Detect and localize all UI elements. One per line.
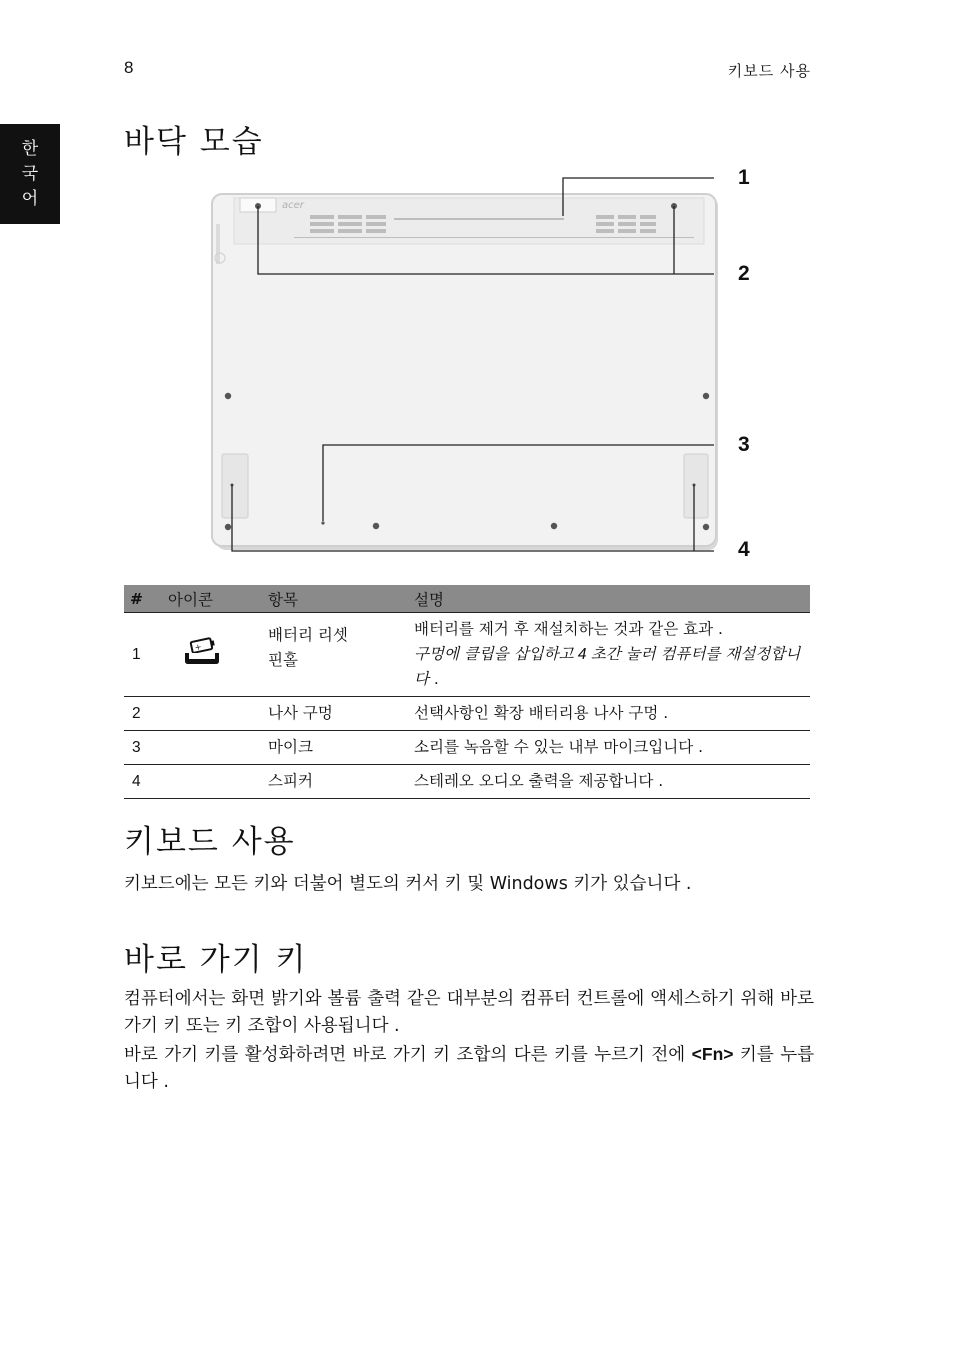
row-number: 4 xyxy=(124,765,162,799)
row-number: 1 xyxy=(124,613,162,697)
page-number: 8 xyxy=(124,58,134,77)
row-item: 스피커 xyxy=(262,765,408,799)
language-tab xyxy=(0,124,60,224)
table-row xyxy=(124,731,810,765)
row-description: 소리를 녹음할 수 있는 내부 마이크입니다 . xyxy=(408,731,810,765)
running-header: 키보드 사용 xyxy=(727,62,811,80)
language-tab-char: 국 xyxy=(21,163,39,184)
shortcut-paragraph-1: 컴퓨터에서는 화면 밝기와 볼륨 출력 같은 대부분의 컴퓨터 컨트롤에 액세스하기 위해 바로 가기 키 또는 키 조합이 사용됩니다 . xyxy=(124,989,814,1036)
column-header-description: 설명 xyxy=(408,585,810,613)
row-item: 마이크 xyxy=(262,731,408,765)
battery-reset-icon xyxy=(182,636,222,666)
shortcut-paragraph-2: 바로 가기 키를 활성화하려면 바로 가기 키 조합의 다른 키를 누르기 전에 <Fn> 키를 누릅니다 . xyxy=(124,1044,815,1092)
callout-2: 2 xyxy=(738,262,750,285)
row-description: 선택사항인 확장 배터리용 나사 구멍 . xyxy=(408,697,810,731)
section-title-shortcut-keys: 바로 가기 키 xyxy=(124,942,308,978)
language-tab-char: 어 xyxy=(21,188,39,209)
row-description: 배터리를 제거 후 재설치하는 것과 같은 효과 . 구멍에 클립을 삽입하고 4 초간 눌러 컴퓨터를 재설정합니다 . xyxy=(408,613,810,697)
column-header-number: # xyxy=(124,585,162,613)
column-header-item: 항목 xyxy=(262,585,408,613)
table-header-row xyxy=(124,585,810,613)
fn-key-label: <Fn> xyxy=(691,1044,734,1064)
section-title-keyboard: 키보드 사용 xyxy=(124,824,296,860)
column-header-icon: 아이콘 xyxy=(162,585,262,613)
laptop-bottom-figure xyxy=(124,160,814,570)
section-title-bottom-view: 바닥 모습 xyxy=(124,124,264,160)
row-description: 스테레오 오디오 출력을 제공합니다 . xyxy=(408,765,810,799)
row-item: 배터리 리셋 핀홀 xyxy=(262,613,408,697)
row-item: 나사 구멍 xyxy=(262,697,408,731)
language-tab-char: 한 xyxy=(21,138,39,159)
laptop-logo-text: acer xyxy=(282,200,304,211)
callout-3: 3 xyxy=(738,433,750,456)
svg-text:+: + xyxy=(193,641,203,652)
table-row xyxy=(124,765,810,799)
row-number: 3 xyxy=(124,731,162,765)
keyboard-paragraph: 키보드에는 모든 키와 더불어 별도의 커서 키 및 Windows 키가 있습니다 . xyxy=(124,874,692,894)
table-row xyxy=(124,697,810,731)
table-row xyxy=(124,613,810,697)
bottom-view-table xyxy=(124,585,810,799)
callout-1: 1 xyxy=(738,166,750,189)
callout-4: 4 xyxy=(738,538,750,561)
laptop-bottom-illustration xyxy=(124,160,814,570)
row-number: 2 xyxy=(124,697,162,731)
